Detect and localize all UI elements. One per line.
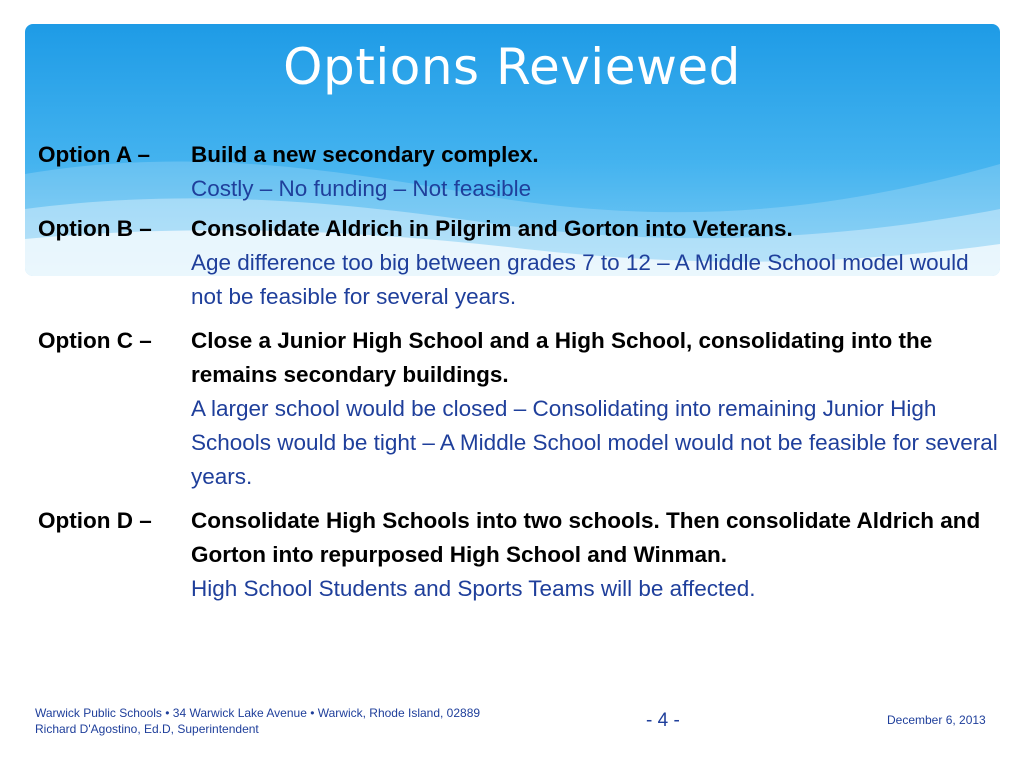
option-label: Option D – (38, 508, 152, 533)
option-d (38, 504, 998, 606)
option-note: High School Students and Sports Teams will be affected. (191, 576, 756, 601)
option-b (38, 212, 998, 314)
option-c (38, 324, 998, 494)
option-heading (38, 324, 998, 392)
page-number: - 4 - (646, 710, 680, 731)
option-heading (38, 504, 998, 572)
option-title: Consolidate Aldrich in Pilgrim and Gorton into Veterans. (191, 216, 793, 241)
page-title: Options Reviewed (283, 38, 741, 96)
footer-line-2: Richard D'Agostino, Ed.D, Superintendent (35, 722, 259, 736)
option-title: Consolidate High Schools into two schools. Then consolidate Aldrich and Gorton into repurposed High School and Winman. (191, 508, 981, 567)
option-label: Option B – (38, 216, 152, 241)
option-title: Close a Junior High School and a High School, consolidating into the remains secondary buildings. (191, 328, 933, 387)
option-note: A larger school would be closed – Consolidating into remaining Junior High Schools would be tight – A Middle School model would not be feasible for several years. (191, 396, 998, 489)
option-heading (38, 212, 998, 246)
footer-address (35, 705, 480, 737)
option-label: Option A – (38, 142, 151, 167)
option-title: Build a new secondary complex. (191, 142, 539, 167)
footer-date: December 6, 2013 (887, 713, 986, 727)
option-a (38, 138, 998, 206)
options-list (38, 138, 998, 606)
option-note: Age difference too big between grades 7 to 12 – A Middle School model would not be feasible for several years. (191, 250, 969, 309)
option-heading (38, 138, 998, 172)
footer-line-1: Warwick Public Schools • 34 Warwick Lake Avenue • Warwick, Rhode Island, 02889 (35, 706, 481, 720)
option-note: Costly – No funding – Not feasible (191, 176, 532, 201)
option-label: Option C – (38, 328, 152, 353)
